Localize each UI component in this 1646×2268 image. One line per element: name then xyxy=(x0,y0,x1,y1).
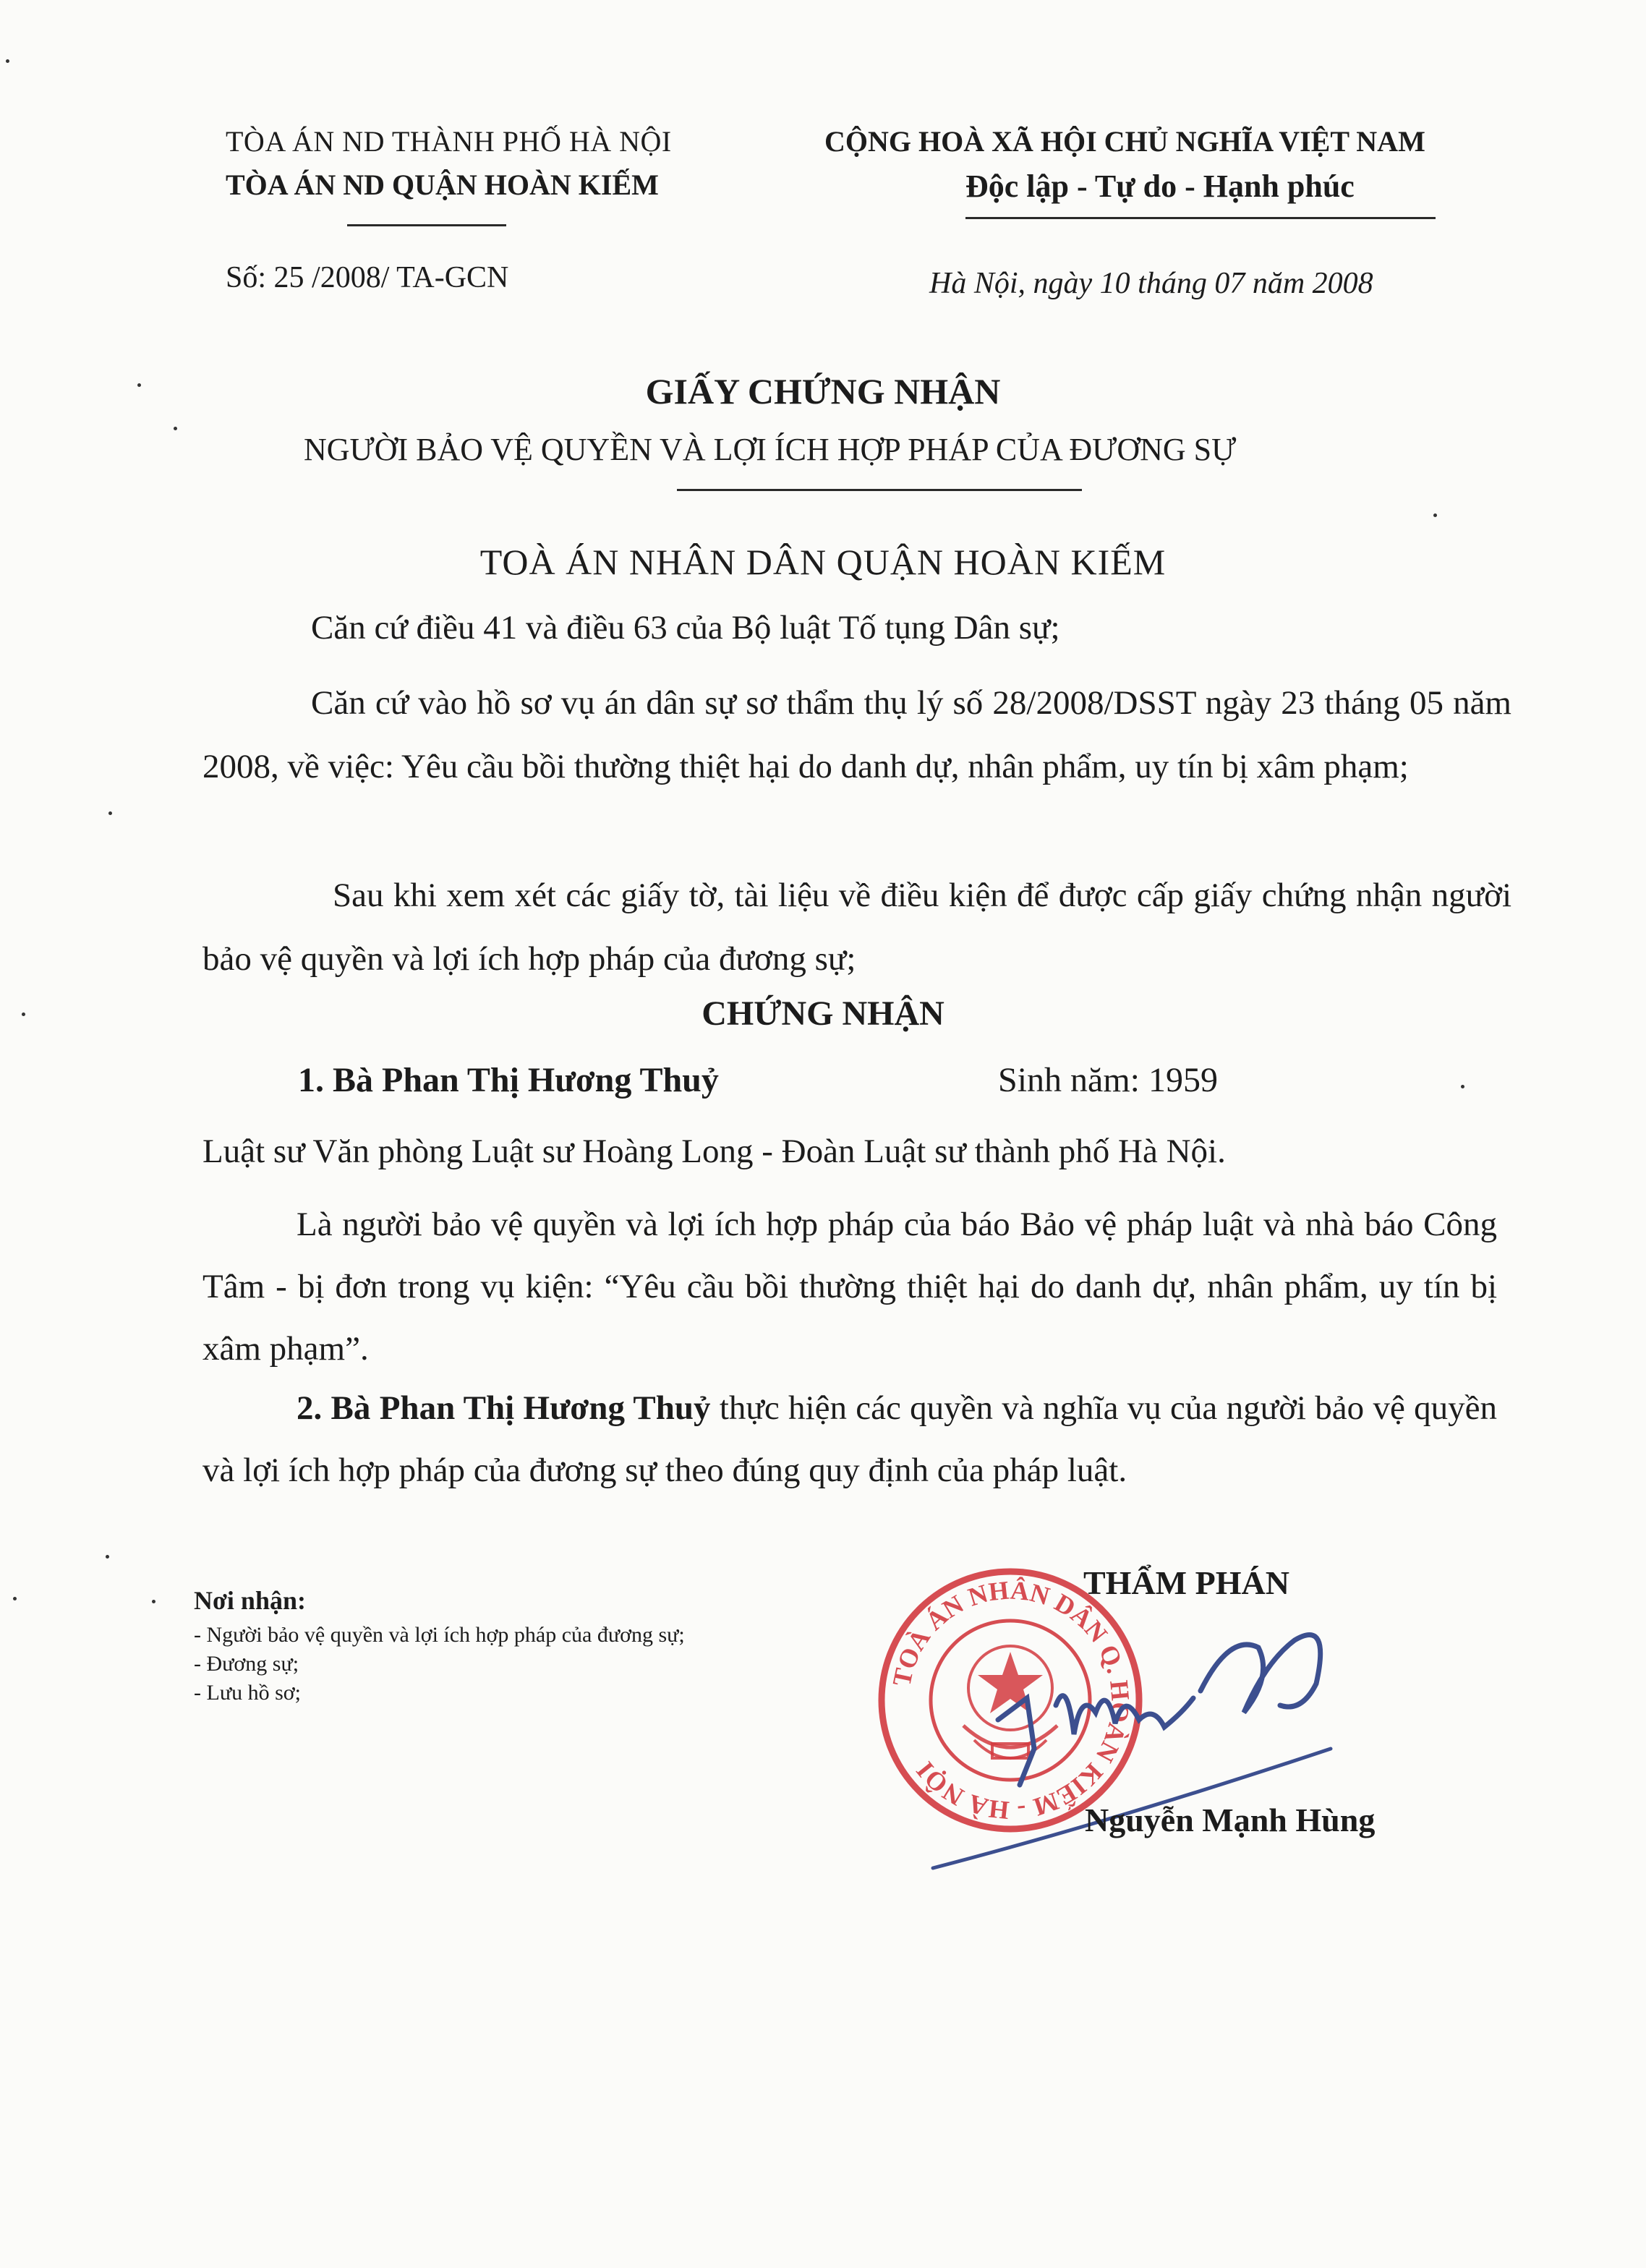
item2-name: 2. Bà Phan Thị Hương Thuỷ xyxy=(297,1389,711,1427)
scan-speck xyxy=(108,811,112,815)
signer-name: Nguyễn Mạnh Hùng xyxy=(1085,1802,1376,1838)
scan-speck xyxy=(22,1012,25,1016)
item1-affiliation: Luật sư Văn phòng Luật sư Hoàng Long - Đoàn Luật sư thành phố Hà Nội. xyxy=(202,1133,1226,1170)
scan-speck xyxy=(1461,1085,1464,1088)
recipient-item: - Lưu hồ sơ; xyxy=(194,1681,301,1705)
place-and-date: Hà Nội, ngày 10 tháng 07 năm 2008 xyxy=(929,267,1373,300)
item2 xyxy=(202,1377,1497,1501)
legal-basis-3 xyxy=(202,864,1511,991)
court-name-district: TÒA ÁN ND QUẬN HOÀN KIẾM xyxy=(226,169,659,201)
republic-name: CỘNG HOÀ XÃ HỘI CHỦ NGHĨA VIỆT NAM xyxy=(824,125,1425,158)
recipients-heading: Nơi nhận: xyxy=(194,1586,306,1615)
motto-rule xyxy=(965,217,1436,219)
legal-basis-2 xyxy=(202,671,1511,798)
title-rule xyxy=(677,489,1082,491)
scan-speck xyxy=(1433,513,1437,517)
court-name-city: TÒA ÁN ND THÀNH PHỐ HÀ NỘI xyxy=(226,125,672,158)
scan-speck xyxy=(137,383,141,387)
recipient-item: - Người bảo vệ quyền và lợi ích hợp pháp của đương sự; xyxy=(194,1623,685,1647)
scan-speck xyxy=(106,1555,109,1559)
document-subtitle: NGƯỜI BẢO VỆ QUYỀN VÀ LỢI ÍCH HỢP PHÁP CỦA ĐƯƠNG SỰ xyxy=(304,432,1237,467)
certify-heading: CHỨNG NHẬN xyxy=(702,994,944,1033)
scan-speck xyxy=(13,1597,17,1600)
svg-text:TOÀ ÁN NHÂN DÂN Q. HOÀN KIẾM -: TOÀ ÁN NHÂN DÂN Q. HOÀN KIẾM - HÀ NỘI xyxy=(887,1575,1135,1825)
legal-basis-2-text: Căn cứ vào hồ sơ vụ án dân sự sơ thẩm thụ lý số 28/2008/DSST ngày 23 tháng 05 năm 2008, về việc: Yêu cầu bồi thường thiệt hại do danh dự, nhân phẩm, uy tín bị xâm phạm; xyxy=(202,684,1511,785)
legal-basis-3-text: Sau khi xem xét các giấy tờ, tài liệu về điều kiện để được cấp giấy chứng nhận người bảo vệ quyền và lợi ích hợp pháp của đương sự; xyxy=(202,877,1511,978)
scan-speck xyxy=(174,427,177,430)
item1-name: 1. Bà Phan Thị Hương Thuỷ xyxy=(298,1061,719,1099)
item1-role xyxy=(202,1193,1497,1380)
item1-role-text: Là người bảo vệ quyền và lợi ích hợp pháp của báo Bảo vệ pháp luật và nhà báo Công Tâm - bị đơn trong vụ kiện: “Yêu cầu bồi thường thiệt hại do danh dự, nhân phẩm, uy tín bị xâm phạm”. xyxy=(202,1206,1497,1368)
item1-birth-year: Sinh năm: 1959 xyxy=(998,1061,1219,1099)
scan-speck xyxy=(6,59,9,63)
signer-title: THẨM PHÁN xyxy=(1083,1564,1289,1601)
recipient-item: - Đương sự; xyxy=(194,1652,299,1676)
document-title: GIẤY CHỨNG NHẬN xyxy=(645,371,1001,412)
item2-text: thực hiện các quyền và nghĩa vụ của người bảo vệ quyền và lợi ích hợp pháp của đương sự theo đúng quy định của pháp luật. xyxy=(202,1389,1497,1489)
court-name-rule xyxy=(347,224,506,226)
legal-basis-1: Căn cứ điều 41 và điều 63 của Bộ luật Tố tụng Dân sự; xyxy=(311,609,1060,647)
issuing-court: TOÀ ÁN NHÂN DÂN QUẬN HOÀN KIẾM xyxy=(479,542,1167,582)
document-number: Số: 25 /2008/ TA-GCN xyxy=(226,261,509,294)
national-motto: Độc lập - Tự do - Hạnh phúc xyxy=(965,169,1355,204)
scan-speck xyxy=(152,1600,155,1603)
